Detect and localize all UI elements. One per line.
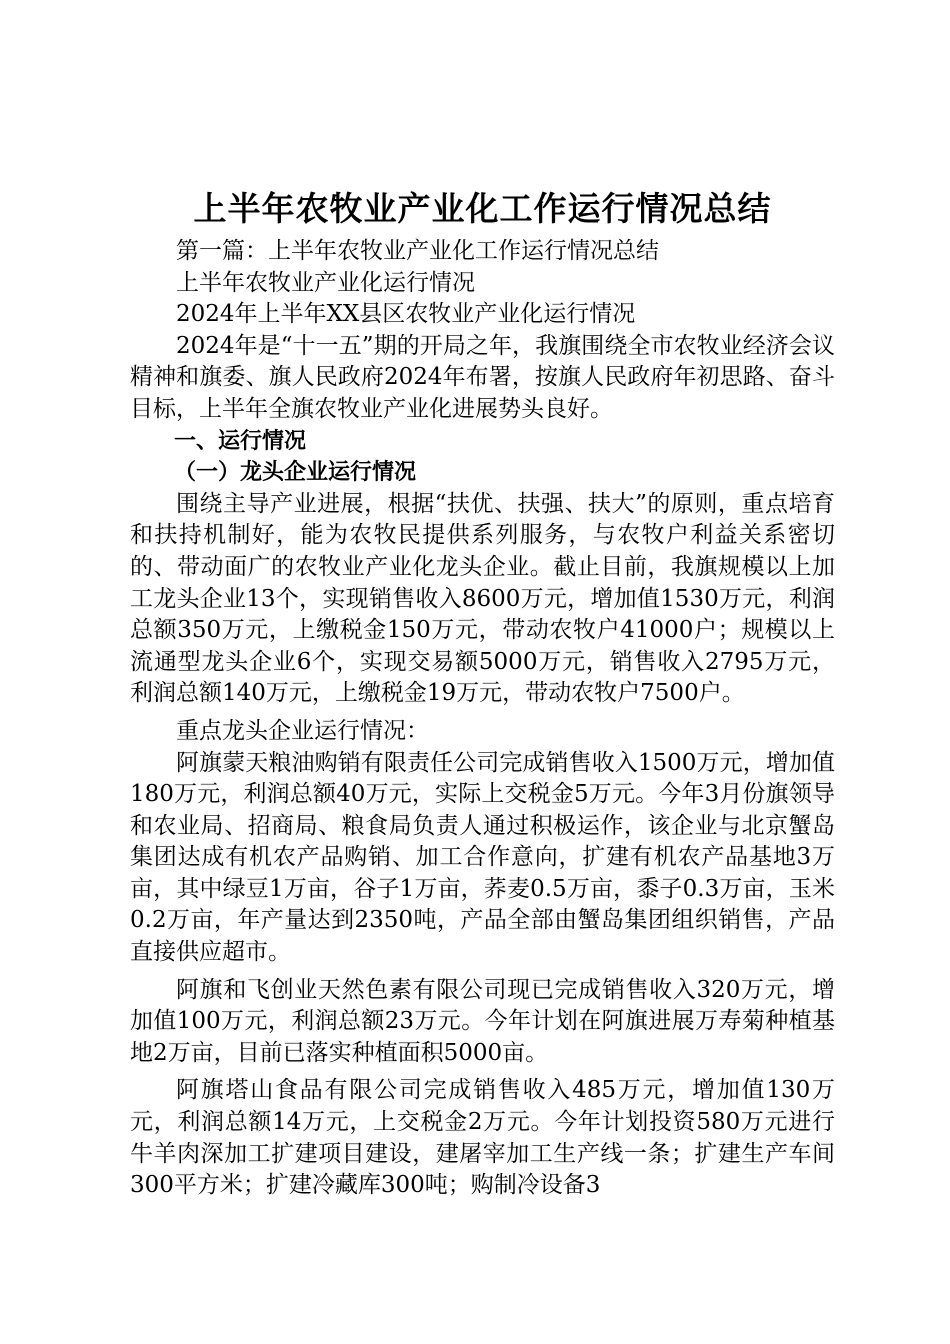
paragraph-tashan-food: 阿旗塔山食品有限公司完成销售收入485万元，增加值130万元，利润总额14万元，上交税金2万元。今年计划投资580万元进行牛羊肉深加工扩建项目建设，建屠宰加工生产线一条；扩建生产车间300平方米；扩建冷藏库300吨；购制冷设备3 <box>130 1077 835 1199</box>
subtitle-county-report: 2024年上半年XX县区农牧业产业化运行情况 <box>176 301 636 328</box>
subtitle-operation-status: 上半年农牧业产业化运行情况 <box>176 269 475 296</box>
subtitle-first-article: 第一篇：上半年农牧业产业化工作运行情况总结 <box>176 238 659 264</box>
document-title: 上半年农牧业产业化工作运行情况总结 <box>193 189 772 228</box>
subsection-heading-leading-enterprises: （一）龙头企业运行情况 <box>174 460 417 486</box>
paragraph-key-enterprises-label: 重点龙头企业运行情况： <box>176 717 429 744</box>
document-body <box>130 184 835 1202</box>
paragraph-enterprise-summary: 围绕主导产业进展，根据“扶优、扶强、扶大”的原则，重点培育和扶持机制好，能为农牧民提供系列服务，与农牧户利益关系密切的、带动面广的农牧业产业化龙头企业。截止目前，我旗规模以上加工龙头企业13个，实现销售收入8600万元，增加值1530万元，利润总额350万元，上缴税金150万元，带动农牧户41000户；规模以上流通型龙头企业6个，实现交易额5000万元，销售收入2795万元，利润总额140万元，上缴税金19万元，带动农牧户7500户。 <box>130 490 835 707</box>
paragraph-mengtian-grain: 阿旗蒙天粮油购销有限责任公司完成销售收入1500万元，增加值180万元，利润总额40万元，实际上交税金5万元。今年3月份旗领导和农业局、招商局、粮食局负责人通过积极运作，该企业与北京蟹岛集团达成有机农产品购销、加工合作意向，扩建有机农产品基地3万亩，其中绿豆1万亩，谷子1万亩，荞麦0.5万亩，黍子0.3万亩，玉米0.2万亩，年产量达到2350吨，产品全部由蟹岛集团组织销售，产品直接供应超市。 <box>130 749 835 966</box>
intro-paragraph: 2024年是“十一五”期的开局之年，我旗围绕全市农牧业经济会议精神和旗委、旗人民政府2024年布署，按旗人民政府年初思路、奋斗目标，上半年全旗农牧业产业化进展势头良好。 <box>130 332 835 422</box>
section-heading-operation: 一、运行情况 <box>174 428 307 454</box>
paragraph-hefei-pigment: 阿旗和飞创业天然色素有限公司现已完成销售收入320万元，增加值100万元，利润总额23万元。今年计划在阿旗进展万寿菊种植基地2万亩，目前已落实种植面积5000亩。 <box>130 976 835 1066</box>
